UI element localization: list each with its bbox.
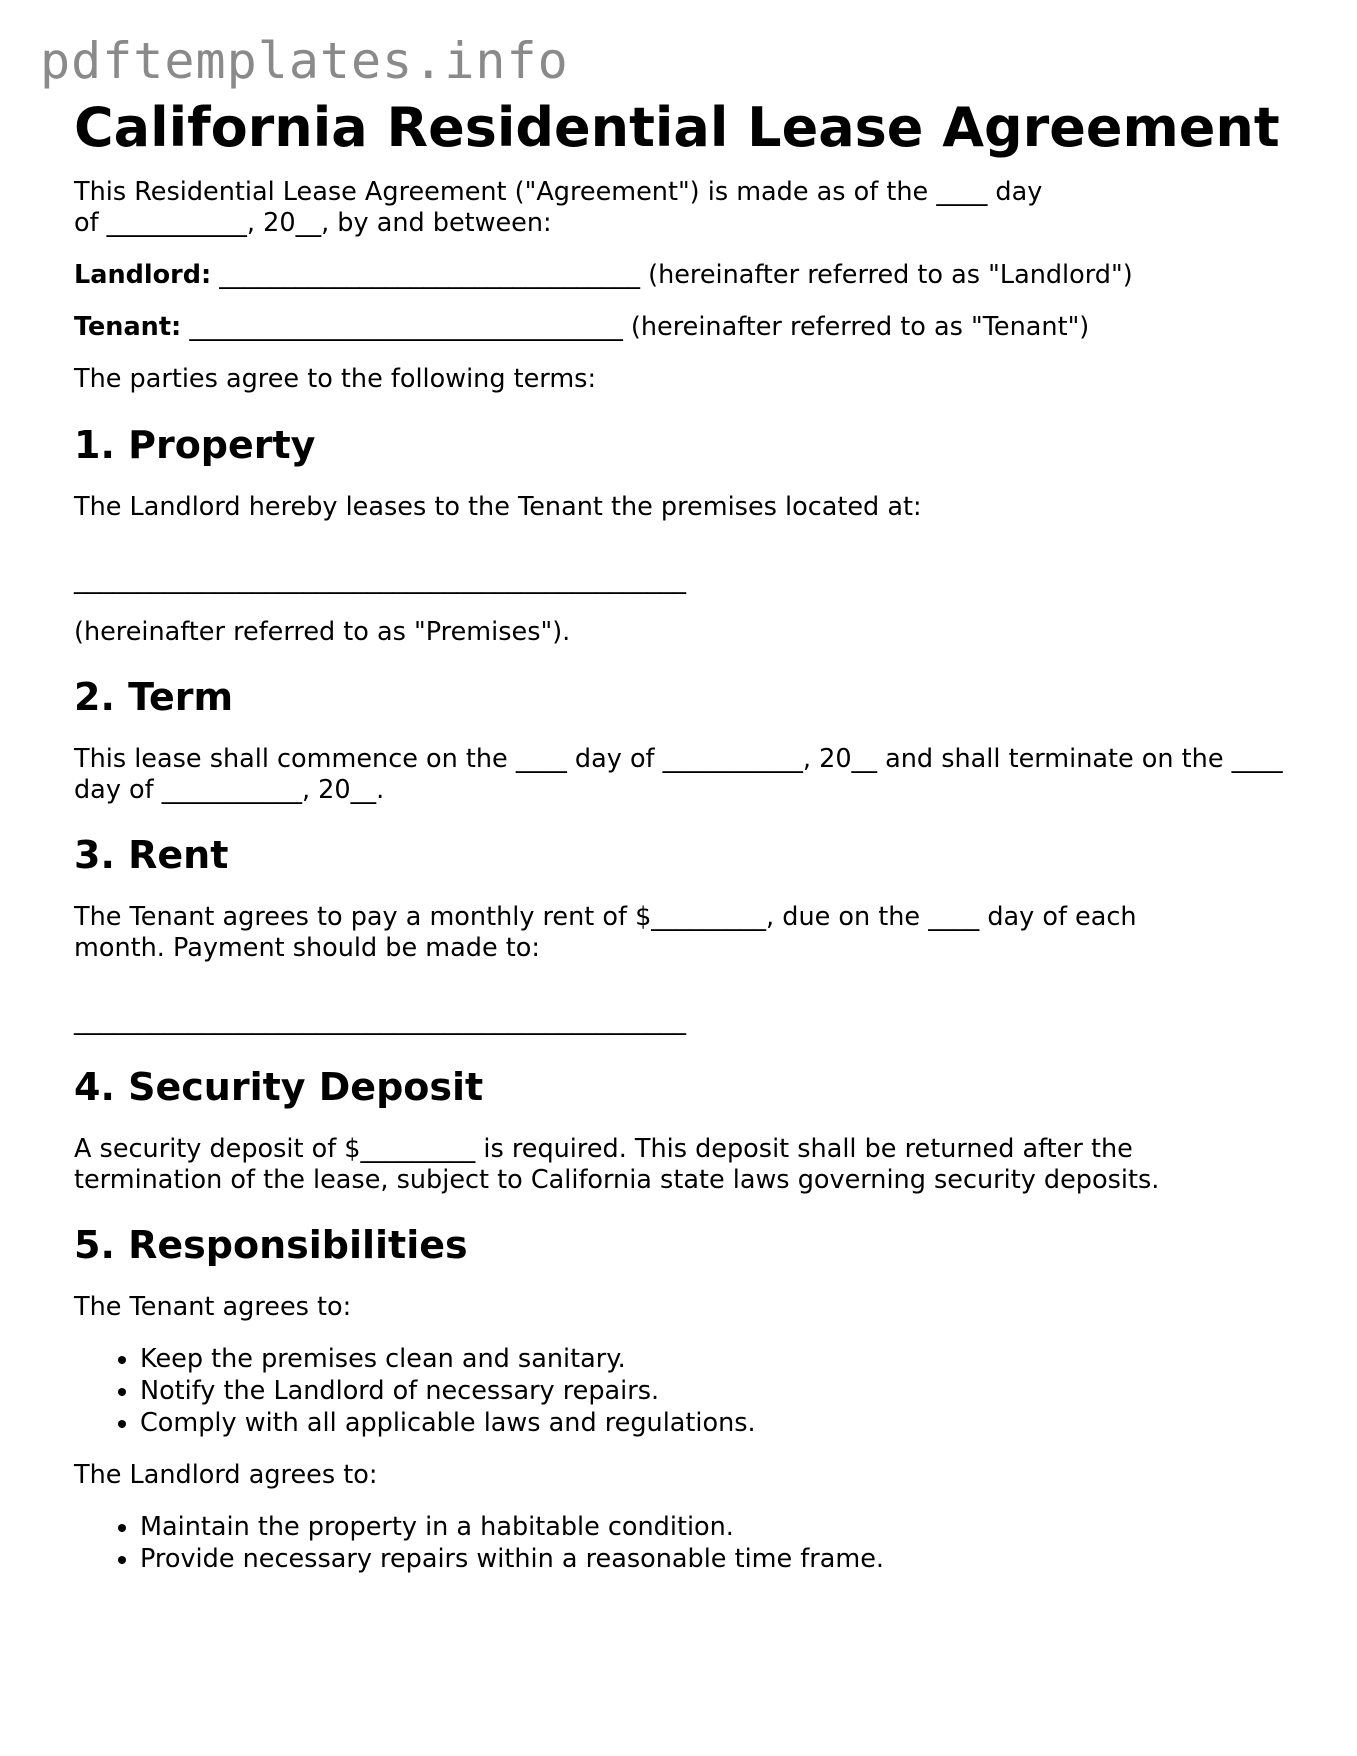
property-address-blank: ________________________________________________: [74, 565, 686, 595]
document-title: California Residential Lease Agreement: [74, 96, 1280, 159]
term-text: This lease shall commence on the ____ day of ___________, 20__ and shall terminate on the ____ day of ___________, 20__.: [74, 744, 1283, 805]
landlord-line: [74, 260, 1304, 291]
tenant-blank: __________________________________ (hereinafter referred to as "Tenant"): [189, 312, 1090, 342]
list-item: • Maintain the property in a habitable condition.: [140, 1511, 1304, 1543]
deposit-text: A security deposit of $_________ is required. This deposit shall be returned after the termination of the lease, subject to California state laws governing security deposits.: [74, 1134, 1160, 1195]
section-heading-responsibilities: 5. Responsibilities: [74, 1223, 468, 1267]
rent-text: The Tenant agrees to pay a monthly rent of $_________, due on the ____ day of each month. Payment should be made to:: [74, 902, 1137, 963]
tenant-responsibilities-intro: The Tenant agrees to:: [74, 1292, 352, 1322]
agree-text: The parties agree to the following terms:: [74, 364, 597, 394]
section-heading-rent: 3. Rent: [74, 833, 229, 877]
tenant-responsibilities-list: [74, 1343, 1304, 1439]
section-heading-term: 2. Term: [74, 675, 234, 719]
tenant-line: [74, 312, 1304, 343]
document-page: [74, 95, 1304, 1575]
rent-payee-blank: ________________________________________________: [74, 1006, 686, 1036]
landlord-label: Landlord:: [74, 260, 212, 290]
intro-paragraph: This Residential Lease Agreement ("Agreement") is made as of the ____ day of ___________, 20__, by and between:: [74, 177, 1043, 238]
list-item: • Notify the Landlord of necessary repairs.: [140, 1375, 1304, 1407]
property-suffix: (hereinafter referred to as "Premises").: [74, 617, 571, 647]
list-item: • Keep the premises clean and sanitary.: [140, 1343, 1304, 1375]
list-item: • Comply with all applicable laws and regulations.: [140, 1407, 1304, 1439]
tenant-label: Tenant:: [74, 312, 182, 342]
landlord-blank: _________________________________ (hereinafter referred to as "Landlord"): [219, 260, 1133, 290]
section-heading-security-deposit: 4. Security Deposit: [74, 1065, 484, 1109]
property-text: The Landlord hereby leases to the Tenant the premises located at:: [74, 492, 922, 522]
watermark: pdftemplates.info: [40, 32, 569, 90]
section-heading-property: 1. Property: [74, 423, 316, 467]
landlord-responsibilities-intro: The Landlord agrees to:: [74, 1460, 378, 1490]
list-item: • Provide necessary repairs within a reasonable time frame.: [140, 1543, 1304, 1575]
landlord-responsibilities-list: [74, 1511, 1304, 1575]
